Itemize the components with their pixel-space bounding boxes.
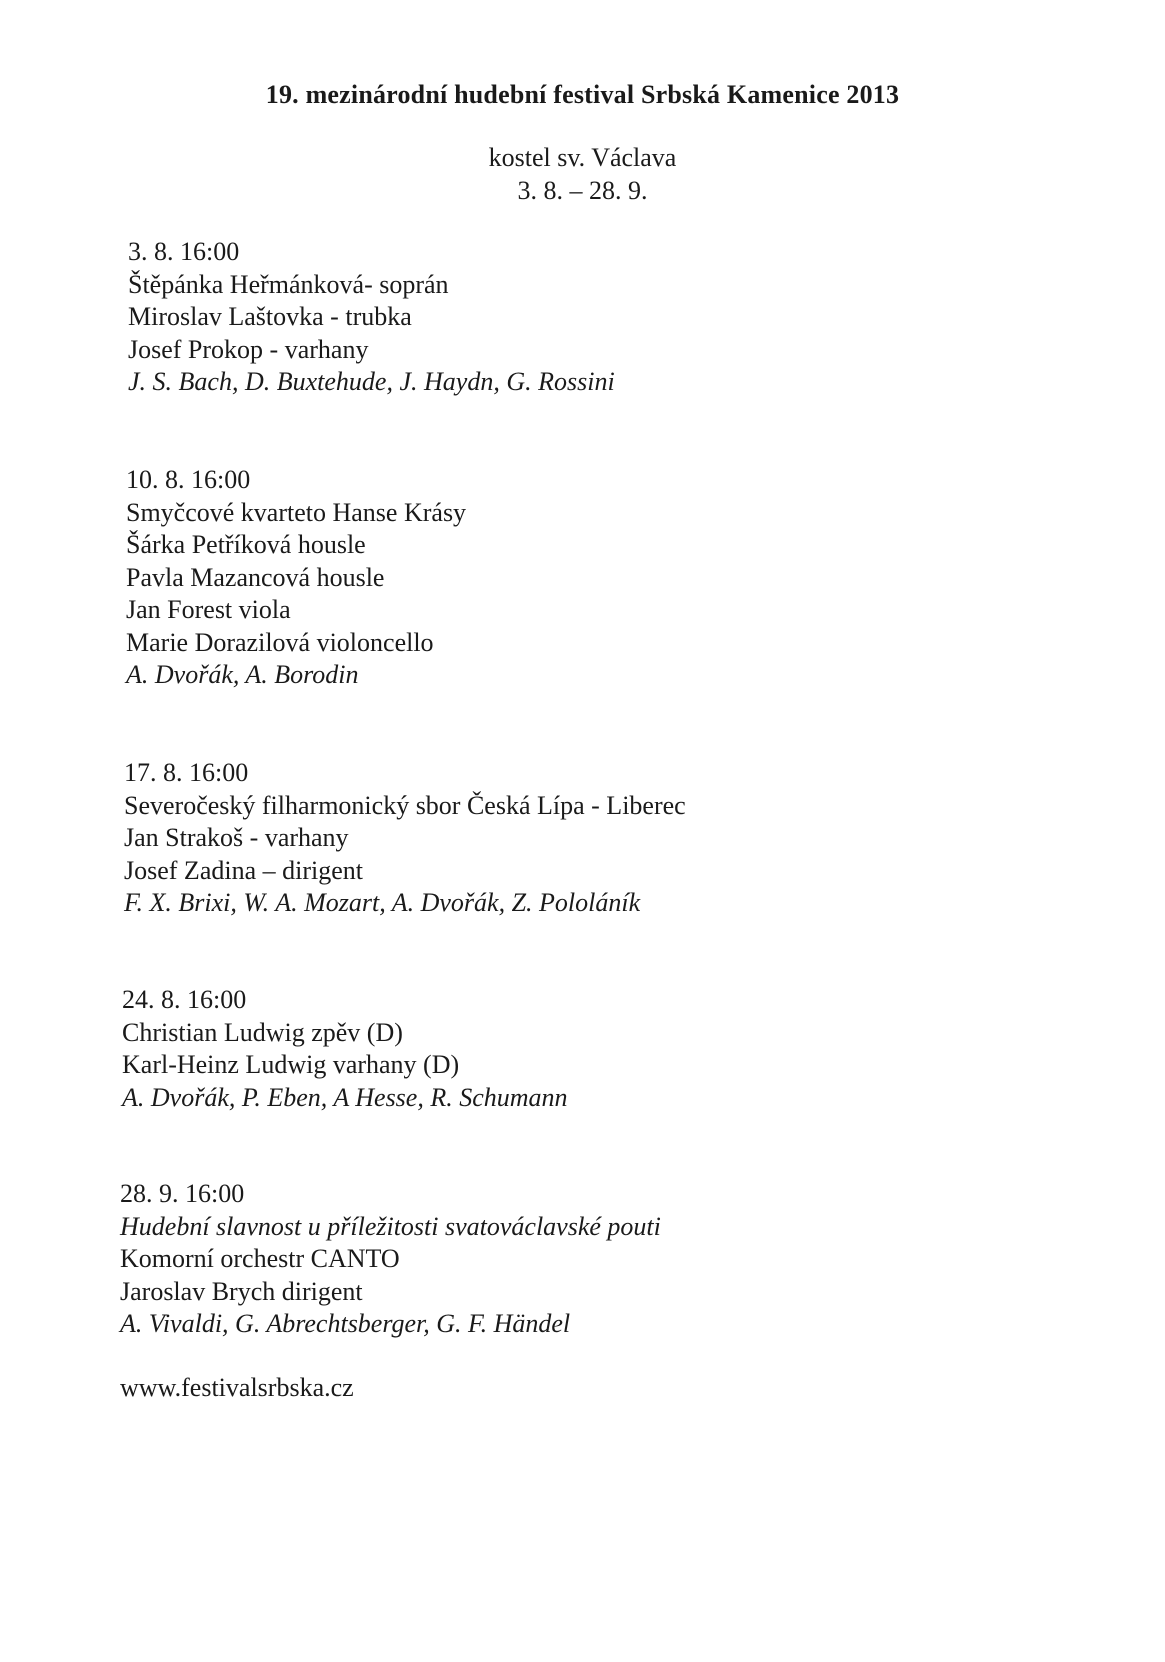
concert-performer: Jan Strakoš - varhany	[124, 823, 349, 852]
concert-entry	[128, 236, 615, 399]
concert-performer: Severočeský filharmonický sbor Česká Lípa - Liberec	[124, 790, 686, 820]
concert-composers: A. Vivaldi, G. Abrechtsberger, G. F. Händel	[120, 1309, 571, 1338]
concert-performer: Karl-Heinz Ludwig varhany (D)	[122, 1050, 460, 1079]
concert-performer: Marie Dorazilová violoncello	[126, 627, 434, 657]
concert-composers: J. S. Bach, D. Buxtehude, J. Haydn, G. Rossini	[128, 367, 615, 396]
concert-entry	[120, 1178, 661, 1341]
concert-composers: A. Dvořák, A. Borodin	[126, 660, 359, 689]
festival-title: 19. mezinárodní hudební festival Srbská Kamenice 2013	[265, 80, 900, 109]
concert-performer: Josef Prokop - varhany	[128, 334, 369, 364]
concert-composers: A. Dvořák, P. Eben, A Hesse, R. Schumann	[122, 1082, 568, 1112]
festival-date-range: 3. 8. – 28. 9.	[517, 176, 648, 205]
concert-entry	[122, 984, 568, 1114]
concert-datetime: 28. 9. 16:00	[120, 1179, 245, 1208]
concert-entry	[124, 757, 686, 920]
concert-datetime: 17. 8. 16:00	[124, 758, 249, 787]
concert-performer: Christian Ludwig zpěv (D)	[122, 1017, 403, 1047]
concert-performer: Josef Zadina – dirigent	[124, 855, 363, 885]
concert-performer: Komorní orchestr CANTO	[120, 1244, 400, 1273]
concert-performer: Štěpánka Heřmánková- soprán	[128, 269, 449, 299]
concert-performer: Jaroslav Brych dirigent	[120, 1276, 363, 1306]
concert-performer: Šárka Petříková housle	[126, 530, 366, 559]
concert-performer: Smyčcové kvarteto Hanse Krásy	[126, 497, 467, 527]
concert-datetime: 3. 8. 16:00	[128, 237, 240, 266]
website-link[interactable]: www.festivalsrbska.cz	[120, 1373, 354, 1402]
festival-venue: kostel sv. Václava	[488, 143, 677, 172]
concert-performer: Jan Forest viola	[126, 595, 291, 624]
concert-composers: F. X. Brixi, W. A. Mozart, A. Dvořák, Z. Pololáník	[124, 888, 641, 917]
concert-subtitle: Hudební slavnost u příležitosti svatováclavské pouti	[120, 1211, 661, 1241]
concert-datetime: 10. 8. 16:00	[126, 465, 251, 494]
concert-performer: Pavla Mazancová housle	[126, 562, 385, 592]
concert-datetime: 24. 8. 16:00	[122, 985, 247, 1014]
concert-entry	[126, 464, 466, 692]
concert-performer: Miroslav Laštovka - trubka	[128, 302, 412, 331]
